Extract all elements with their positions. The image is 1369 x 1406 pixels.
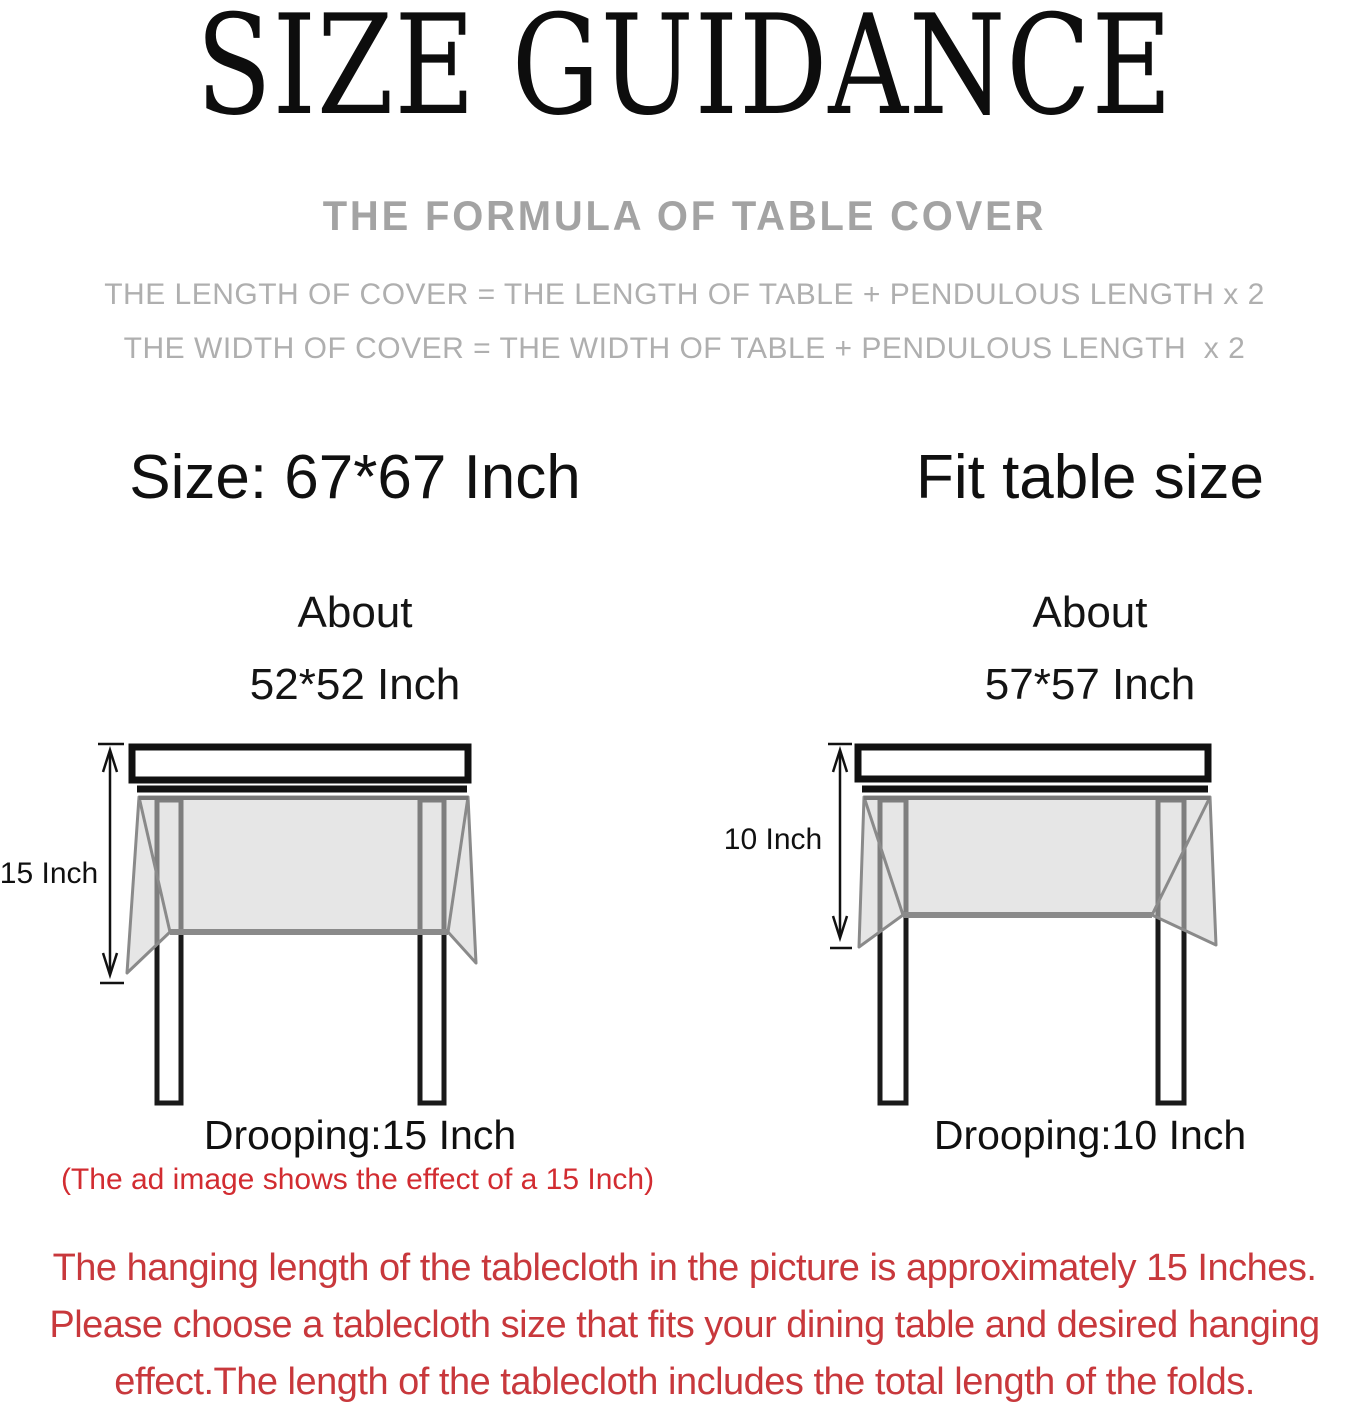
formula-line-width: THE WIDTH OF COVER = THE WIDTH OF TABLE + PENDULOUS LENGTH x 2 [123,332,1246,365]
fit-table-size-heading: Fit table size [915,443,1265,512]
table-size-left: 52*52 Inch [249,660,461,709]
table-diagram-10-inch [828,744,1216,1103]
table-top-icon [132,747,468,780]
table-size-right: 57*57 Inch [984,660,1196,709]
drooping-label-right: Drooping:10 Inch [933,1112,1247,1158]
footer-line-2: Please choose a tablecloth size that fits your dining table and desired hanging [49,1304,1320,1346]
cover-size-heading: Size: 67*67 Inch [129,443,581,512]
formula-heading: THE FORMULA OF TABLE COVER [322,192,1047,239]
about-label-left: About [297,588,413,637]
about-label-right: About [1032,588,1148,637]
drop-length-label-left: 15 Inch [0,857,99,890]
table-top-icon [858,747,1208,779]
formula-line-length: THE LENGTH OF COVER = THE LENGTH OF TABLE + PENDULOUS LENGTH x 2 [104,278,1265,311]
ad-image-note: (The ad image shows the effect of a 15 Inch) [60,1163,655,1196]
drop-length-label-right: 10 Inch [723,823,823,856]
footer-line-1: The hanging length of the tablecloth in the picture is approximately 15 Inches. [52,1247,1317,1289]
footer-disclaimer [0,1240,1369,1406]
footer-line-3: effect.The length of the tablecloth includes the total length of the folds. [114,1361,1255,1403]
drooping-label-left: Drooping:15 Inch [203,1112,517,1158]
page-title: SIZE GUIDANCE [196,0,1173,146]
table-diagram-15-inch [98,744,476,1103]
